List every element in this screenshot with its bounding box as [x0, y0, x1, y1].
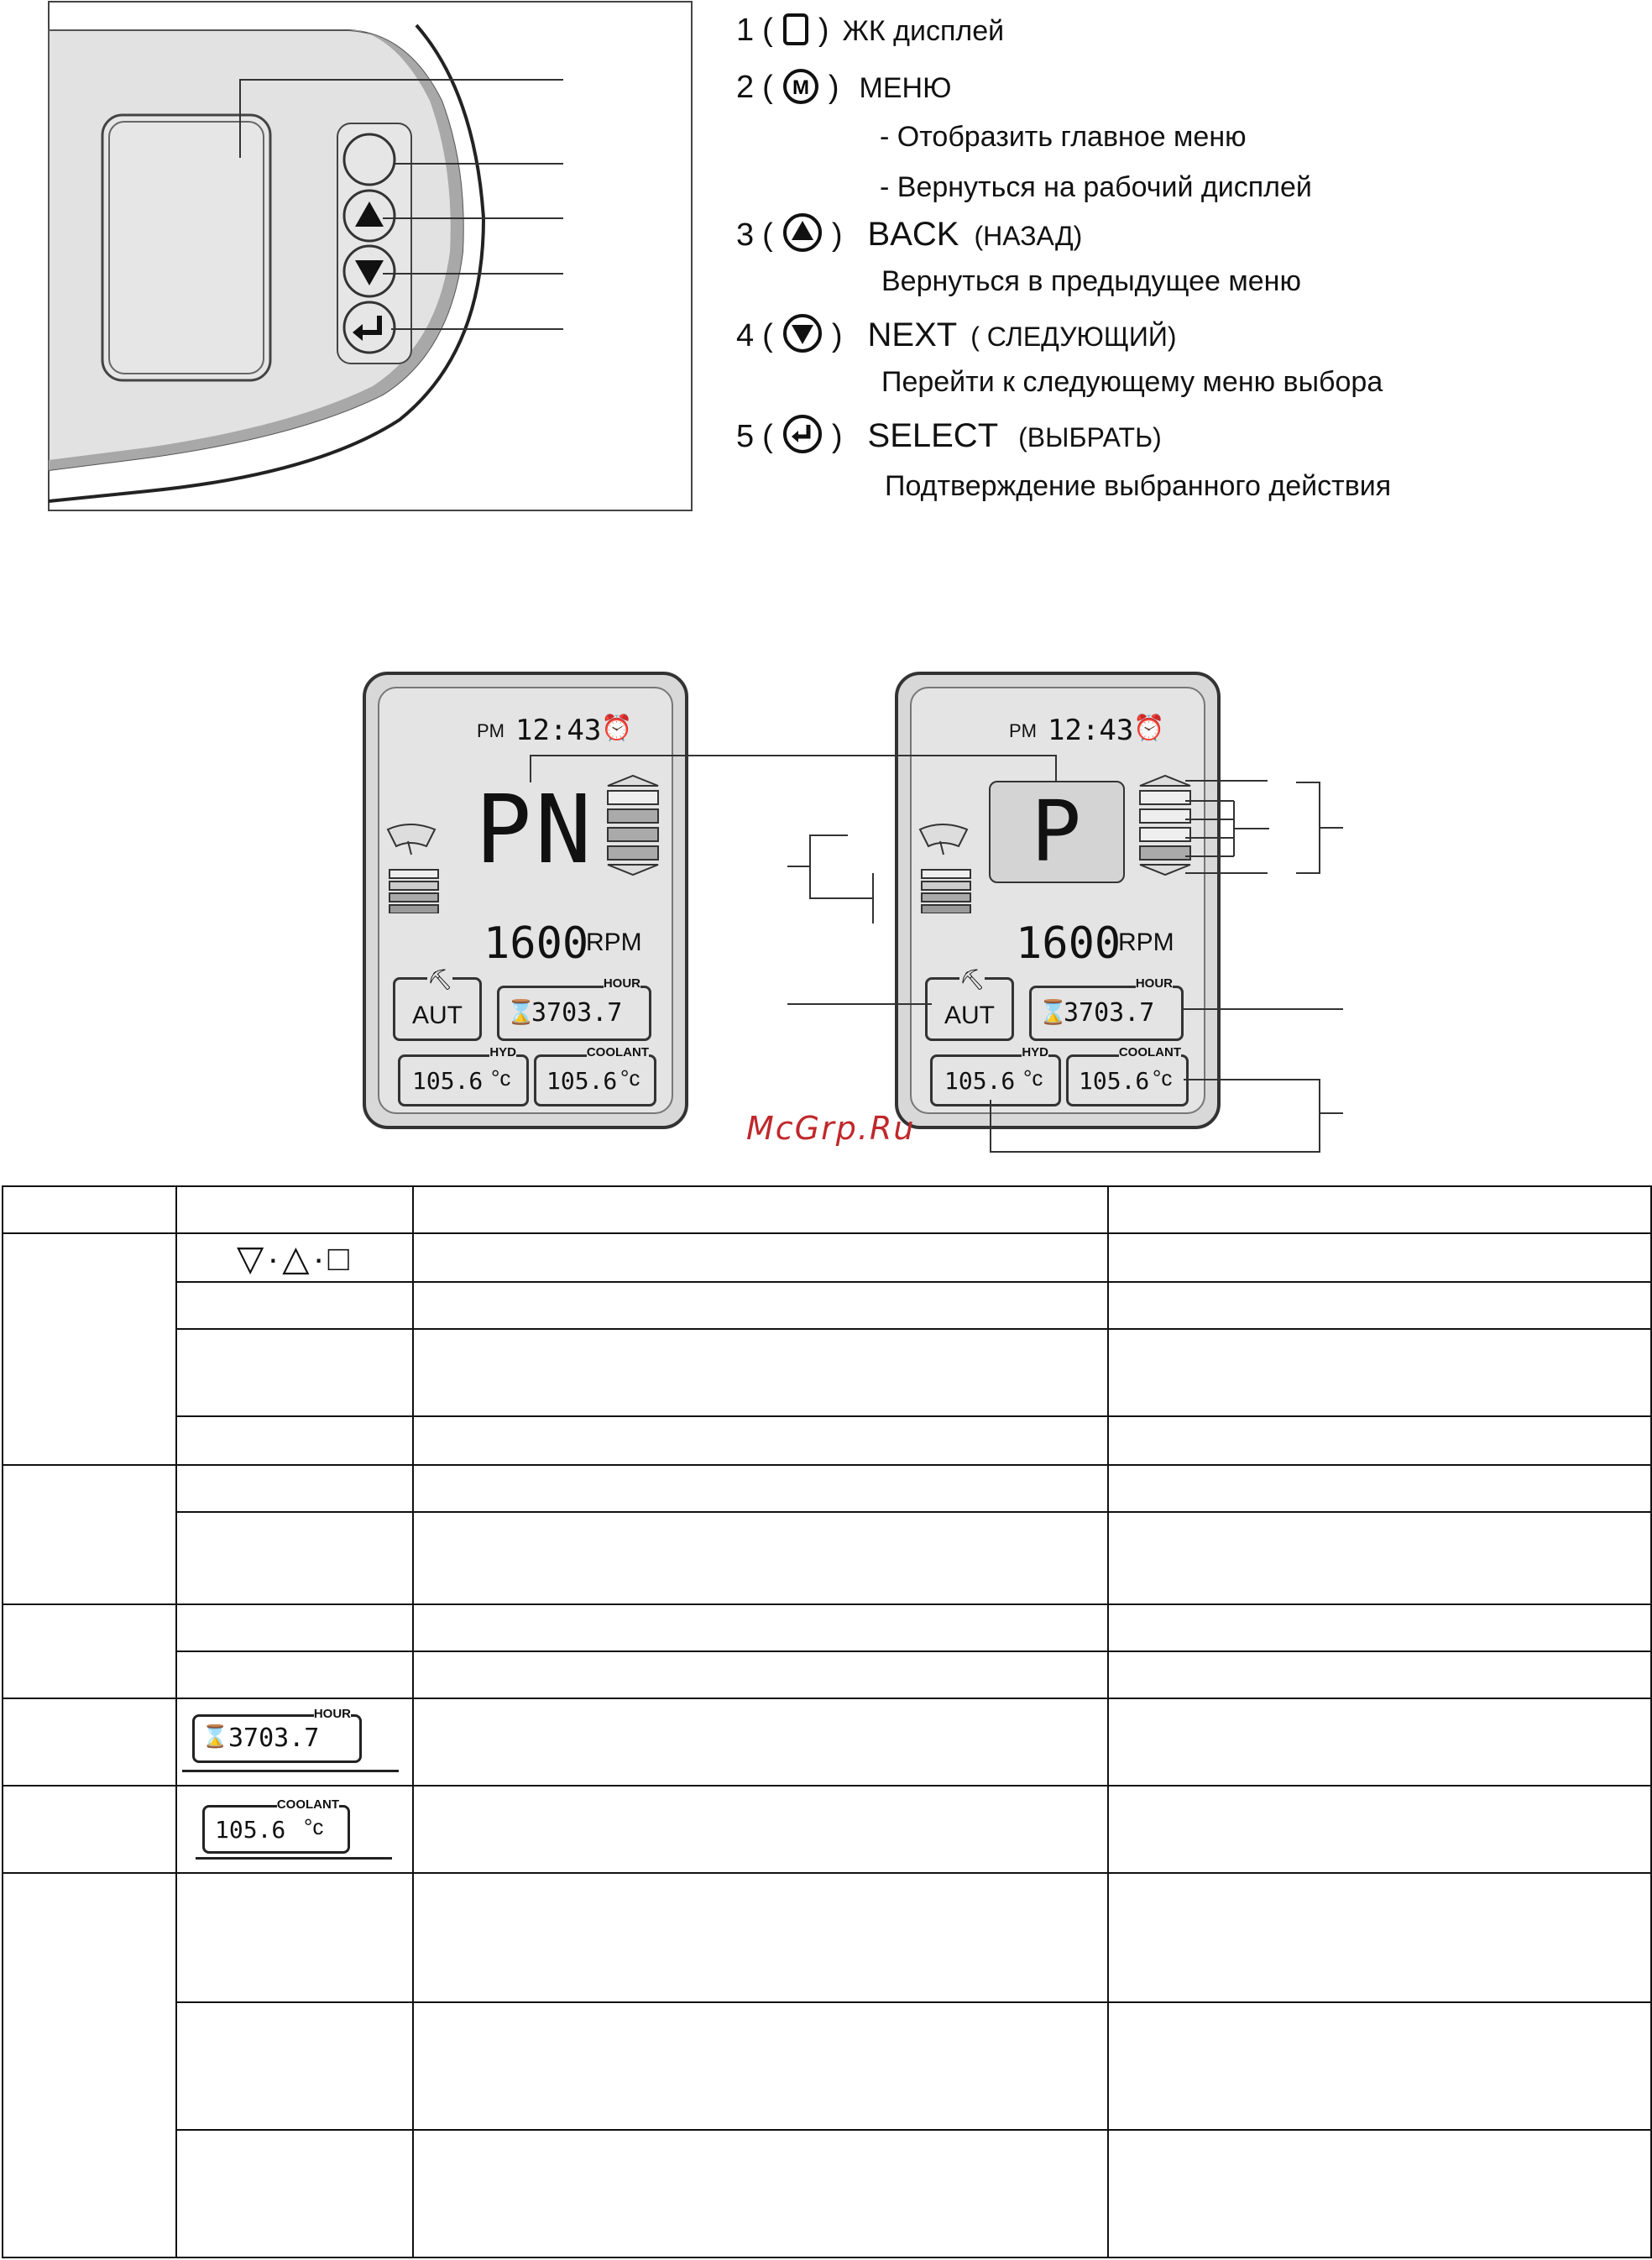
hourglass-icon: ⌛ [506, 998, 536, 1026]
table-row [3, 1698, 1651, 1786]
legend-item-5: 5 ( ) SELECT (ВЫБРАТЬ) [736, 413, 1162, 455]
auto-idle-box: ⛏ AUT [393, 977, 482, 1041]
down-arrow-circle-icon [782, 312, 823, 354]
display-leader-lines [0, 739, 1652, 1159]
coolant-sample-cell: COOLANT 105.6 °c [176, 1786, 413, 1873]
table-row [3, 1186, 1651, 1233]
table-row [3, 1786, 1651, 1873]
control-panel-illustration [47, 0, 693, 514]
legend-item-4: 4 ( ) NEXT ( СЛЕДУЮЩИЙ) [736, 312, 1177, 354]
coolant-temp-box: COOLANT 105.6 °c [1066, 1054, 1189, 1106]
legend-2-desc-2: - Вернуться на рабочий дисплей [880, 171, 1312, 203]
menu-m-icon [782, 67, 820, 106]
legend-item-1: 1 ( ) ЖК дисплей [736, 13, 1005, 48]
table-row [3, 1233, 1651, 1282]
table-row [3, 1465, 1651, 1512]
description-table [2, 1185, 1652, 2258]
clock-time: 12:43 [515, 714, 602, 747]
lcd-display-right: PM 12:43 ⏰ P 1600 RPM ⛏ AUT HOUR ⌛ 3703.7 HYD 105.6 °c COOLANT 105.6 °c [895, 672, 1221, 1129]
legend-4-desc-1: Перейти к следующему меню выбора [881, 366, 1383, 398]
table-row [3, 1873, 1651, 2002]
alarm-clock-icon: ⏰ [1133, 714, 1165, 742]
coolant-temp-box: COOLANT 105.6 °c [534, 1054, 656, 1106]
hour-meter-box: HOUR ⌛ 3703.7 [497, 986, 651, 1041]
alarm-clock-icon: ⏰ [601, 714, 633, 742]
mode-frame: P [989, 781, 1125, 883]
hyd-temp-box: HYD 105.6 °c [398, 1054, 529, 1106]
drive-mode-value: PN [475, 776, 595, 885]
table-row [3, 1329, 1651, 1416]
table-row [3, 1604, 1651, 1651]
hyd-temp-box: HYD 105.6 °c [930, 1054, 1061, 1106]
hourglass-icon: ⌛ [201, 1724, 229, 1749]
table-row [3, 2130, 1651, 2257]
auto-idle-box: ⛏ AUT [925, 977, 1014, 1041]
enter-arrow-circle-icon [782, 413, 823, 455]
rpm-unit: RPM [586, 929, 642, 956]
legend-item-2: 2 ( M ) МЕНЮ [736, 67, 951, 106]
svg-text:M: M [792, 76, 809, 99]
time-period: PM [477, 720, 504, 741]
legend-3-desc-1: Вернуться в предыдущее меню [881, 265, 1301, 297]
rpm-value: 1600 [484, 918, 589, 969]
hour-meter-box: HOUR ⌛ 3703.7 [1029, 986, 1184, 1041]
legend-item-3: 3 ( ) BACK (НАЗАД) [736, 212, 1082, 254]
table-row [3, 1416, 1651, 1465]
legend-2-desc-1: - Отобразить главное меню [880, 121, 1247, 153]
table-row [3, 1651, 1651, 1698]
arrow-symbols-cell: ▽·△·□ [176, 1233, 413, 1282]
lcd-square-icon [782, 12, 810, 47]
table-row [3, 1282, 1651, 1329]
hourglass-icon: ⌛ [1038, 999, 1068, 1025]
watermark-text: McGrp.Ru [746, 1110, 916, 1147]
table-row [3, 2002, 1651, 2130]
bucket-icon: ⛏ [959, 969, 985, 991]
legend-5-desc-1: Подтверждение выбранного действия [885, 470, 1392, 502]
table-row [3, 1512, 1651, 1604]
hour-meter-sample-cell: HOUR ⌛ 3703.7 [176, 1698, 413, 1786]
up-arrow-circle-icon [782, 212, 823, 254]
bucket-icon: ⛏ [427, 969, 453, 991]
